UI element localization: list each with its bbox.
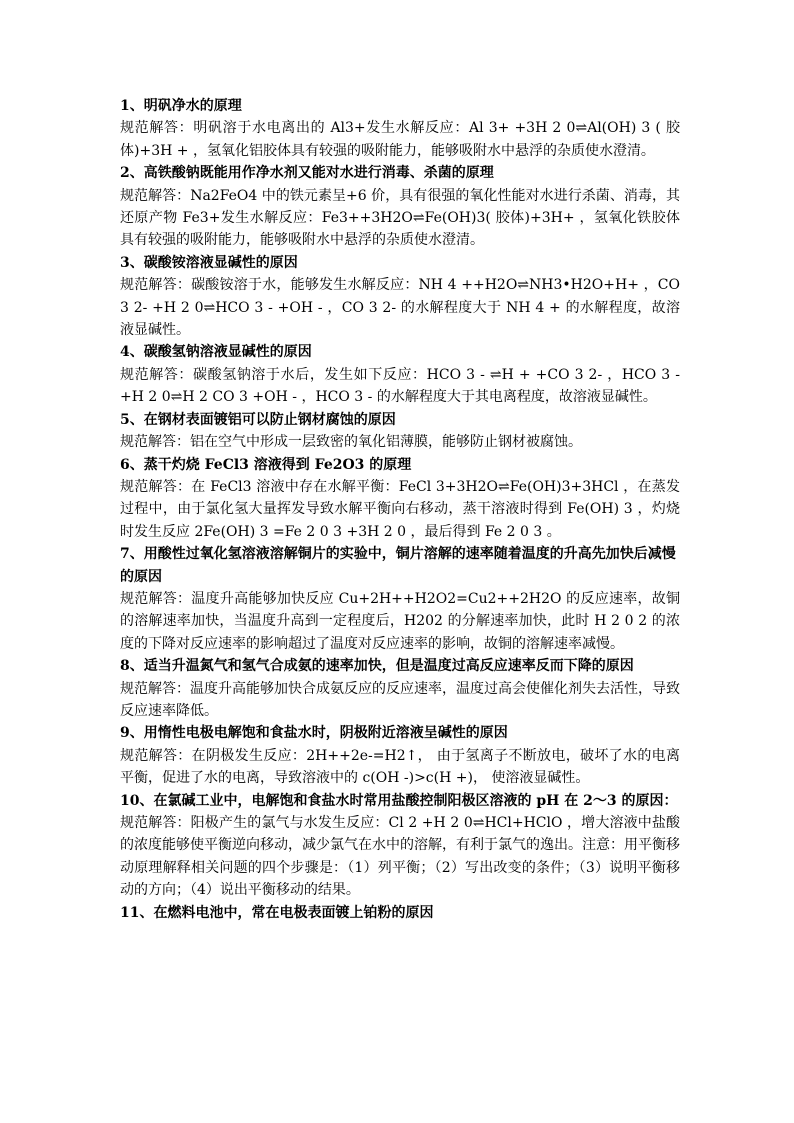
answer-8: 规范解答：温度升高能够加快合成氨反应的反应速率，温度过高会使催化剂失去活性，导致反应速率降低。 bbox=[120, 680, 680, 719]
answer-2: 规范解答：Na2FeO4 中的铁元素呈+6 价，具有很强的氧化性能对水进行杀菌、消毒，其还原产物 Fe3+发生水解反应：Fe3++3H2O⇌Fe(OH)3( 胶体)+3H+ ，氢氧化铁胶体具有较强的吸附能力，能够吸附水中悬浮的杂质使水澄清。 bbox=[120, 187, 680, 249]
question-2: 2、高铁酸钠既能用作净水剂又能对水进行消毒、杀菌的原理 bbox=[120, 165, 494, 182]
answer-7: 规范解答：温度升高能够加快反应 Cu+2H++H2O2=Cu2++2H2O 的反应速率，故铜的溶解速率加快，当温度升高到一定程度后，H202 的分解速率加快，此时 H 2 0 2 的浓度的下降对反应速率的影响超过了温度对反应速率的影响，故铜的溶解速率减慢。 bbox=[120, 590, 680, 652]
question-11: 11、在燃料电池中，常在电极表面镀上铂粉的原因 bbox=[120, 904, 434, 921]
answer-9: 规范解答：在阴极发生反应：2H++2e-=H2↑， 由于氢离子不断放电，破坏了水的电离平衡，促进了水的电离，导致溶液中的 c(OH -)>c(H +)， 使溶液显碱性。 bbox=[120, 747, 680, 787]
question-10: 10、在氯碱工业中，电解饱和食盐水时常用盐酸控制阳极区溶液的 pH 在 2～3 的原因： bbox=[120, 792, 678, 809]
question-9: 9、用惰性电极电解饱和食盐水时，阴极附近溶液呈碱性的原因 bbox=[120, 725, 508, 742]
question-5: 5、在钢材表面镀铝可以防止钢材腐蚀的原因 bbox=[120, 411, 396, 428]
question-6: 6、蒸干灼烧 FeCl3 溶液得到 Fe2O3 的原理 bbox=[120, 456, 412, 473]
question-1: 1、明矾净水的原理 bbox=[120, 98, 242, 114]
answer-10: 规范解答：阳极产生的氯气与水发生反应：Cl 2 +H 2 0⇌HCl+HClO ，增大溶液中盐酸的浓度能够使平衡逆向移动，减少氯气在水中的溶解，有利于氯气的逸出。注意：用平衡移动原理解释相关问题的四个步骤是：（1）列平衡；（2）写出改变的条件；（3）说明平衡移动的方向；（4）说出平衡移动的结果。 bbox=[120, 815, 680, 899]
question-7: 7、用酸性过氧化氢溶液溶解铜片的实验中，铜片溶解的速率随着温度的升高先加快后减慢的原因 bbox=[120, 546, 676, 585]
answer-3: 规范解答：碳酸铵溶于水，能够发生水解反应：NH 4 ++H2O⇌NH3•H2O+H+ ，CO 3 2- +H 2 0⇌HCO 3 - +OH - ，CO 3 2- 的水解程度大于 NH 4 + 的水解程度，故溶液显碱性。 bbox=[120, 277, 680, 339]
question-8: 8、适当升温氮气和氢气合成氨的速率加快，但是温度过高反应速率反而下降的原因 bbox=[120, 658, 634, 675]
question-4: 4、碳酸氢钠溶液显碱性的原因 bbox=[120, 344, 312, 361]
answer-1: 规范解答：明矾溶于水电离出的 Al3+发生水解反应：Al 3+ +3H 2 0⇌Al(OH) 3 ( 胶体)+3H + ，氢氧化铝胶体具有较强的吸附能力，能够吸附水中悬浮的杂质使水澄清。 bbox=[120, 120, 680, 159]
question-3: 3、碳酸铵溶液显碱性的原因 bbox=[120, 254, 298, 271]
answer-6: 规范解答：在 FeCl3 溶液中存在水解平衡：FeCl 3+3H2O⇌Fe(OH)3+3HCl ，在蒸发过程中，由于氯化氢大量挥发导致水解平衡向右移动，蒸干溶液时得到 Fe(OH) 3 ，灼烧时发生反应 2Fe(OH) 3 =Fe 2 0 3 +3H 2 0 ，最后得到 Fe 2 0 3 。 bbox=[120, 478, 680, 540]
document-page bbox=[120, 95, 680, 924]
answer-5: 规范解答：铝在空气中形成一层致密的氧化铝薄膜，能够防止钢材被腐蚀。 bbox=[120, 434, 582, 451]
answer-4: 规范解答：碳酸氢钠溶于水后，发生如下反应：HCO 3 - ⇌H + +CO 3 2- ，HCO 3 - +H 2 0⇌H 2 CO 3 +OH - ，HCO 3 - 的水解程度大于其电离程度，故溶液显碱性。 bbox=[120, 366, 680, 406]
